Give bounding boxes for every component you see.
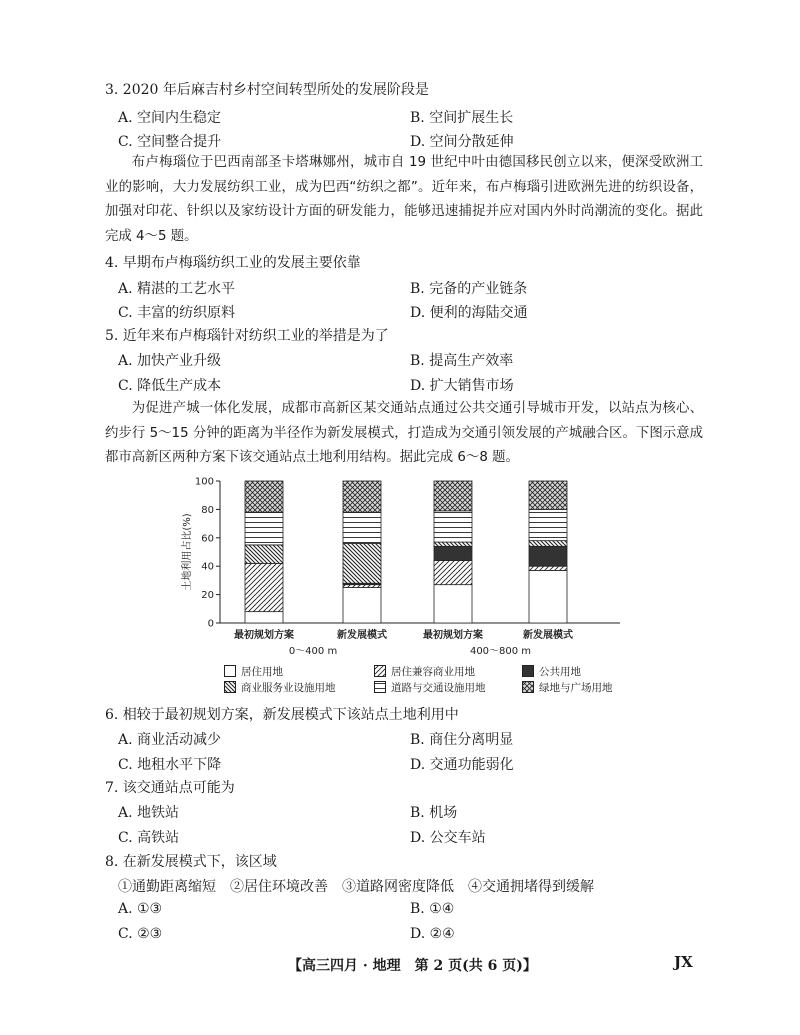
legend-label: 道路与交通设施用地 <box>391 682 486 694</box>
y-axis-label: 土地利用占比(%) <box>182 513 193 591</box>
q4-stem: 4. 早期布卢梅瑙纺织工业的发展主要依靠 <box>105 255 361 271</box>
bar-segment <box>529 546 567 566</box>
legend-label: 商业服务业设施用地 <box>241 682 336 694</box>
q7-option-b: B. 机场 <box>410 805 458 821</box>
q4-option-d: D. 便利的海陆交通 <box>410 305 528 321</box>
bar-segment <box>343 543 381 583</box>
bar-segment <box>529 570 567 623</box>
q3-option-d: D. 空间分散延伸 <box>410 134 514 150</box>
bar-segment <box>245 563 283 611</box>
q5-option-b: B. 提高生产效率 <box>410 353 514 369</box>
bar-segment <box>434 511 472 542</box>
bar-segment <box>343 585 381 588</box>
bar-segment <box>245 612 283 623</box>
y-tick-label: 100 <box>194 476 214 488</box>
chart-bars <box>245 481 567 623</box>
bar-segment <box>343 588 381 624</box>
legend-swatch-hlines <box>374 681 386 693</box>
q5-stem: 5. 近年来布卢梅瑙针对纺织工业的举措是为了 <box>105 328 389 344</box>
y-tick-label: 40 <box>201 561 214 573</box>
legend-swatch-blank <box>224 665 236 677</box>
land-use-stacked-bar-chart <box>170 470 620 665</box>
legend-item-green-square <box>522 680 613 695</box>
bar-segment <box>343 481 381 512</box>
x-category-label: 最初规划方案 <box>423 630 483 641</box>
legend-swatch-solid <box>522 665 534 677</box>
bar-segment <box>434 481 472 511</box>
q5-option-d: D. 扩大销售市场 <box>410 378 514 394</box>
legend-item-residential-commercial <box>374 664 475 679</box>
legend-item-commercial-service <box>224 680 336 695</box>
passage-chengdu: 为促进产城一体化发展，成都市高新区某交通站点通过公共交通引导城市开发，以站点为核心、约步行 5～15 分钟的距离为半径作为新发展模式，打造成为交通引领发展的产城融合区。下图示意成都市高新区两种方案下该交通站点土地利用结构。据此完成 6～8 题。 <box>105 401 703 465</box>
bar-segment <box>529 509 567 540</box>
q7-option-d: D. 公交车站 <box>410 830 486 846</box>
q5-option-a: A. 加快产业升级 <box>118 353 222 369</box>
q8-option-d: D. ②④ <box>410 926 455 942</box>
q6-option-d: D. 交通功能弱化 <box>410 757 514 773</box>
exam-code: JX <box>674 953 693 971</box>
legend-label: 居住兼容商业用地 <box>391 666 475 678</box>
bar-segment <box>245 545 283 563</box>
q4-option-a: A. 精湛的工艺水平 <box>118 281 236 297</box>
x-group-label: 0～400 m <box>288 646 338 657</box>
q8-option-b: B. ①④ <box>410 901 455 917</box>
q3-stem: 3. 2020 年后麻吉村乡村空间转型所处的发展阶段是 <box>105 82 429 98</box>
q6-option-b: B. 商住分离明显 <box>410 732 514 748</box>
bar-segment <box>529 481 567 509</box>
q7-stem: 7. 该交通站点可能为 <box>105 780 235 796</box>
x-category-label: 新发展模式 <box>523 630 573 641</box>
passage-blumenau: 布卢梅瑙位于巴西南部圣卡塔琳娜州，城市自 19 世纪中叶由德国移民创立以来，便深受欧洲工业的影响，大力发展纺织工业，成为巴西“纺织之都”。近年来，布卢梅瑙引进欧洲先进的纺织设备，加强对印花、针织以及家纺设计方面的研发能力，能够迅速捕捉并应对国内外时尚潮流的变化。据此完成 4～5 题。 <box>105 155 703 244</box>
q4-option-b: B. 完备的产业链条 <box>410 281 528 297</box>
legend-swatch-diag-left <box>224 681 236 693</box>
q8-option-c: C. ②③ <box>118 926 163 942</box>
q8-statements: ①通勤距离缩短 ②居住环境改善 ③道路网密度降低 ④交通拥堵得到缓解 <box>118 879 594 895</box>
q5-option-c: C. 降低生产成本 <box>118 378 222 394</box>
q3-option-a: A. 空间内生稳定 <box>118 110 222 126</box>
q4-option-c: C. 丰富的纺织原料 <box>118 305 236 321</box>
legend-label: 公共用地 <box>539 666 581 678</box>
q7-option-a: A. 地铁站 <box>118 805 180 821</box>
y-tick-label: 0 <box>207 618 214 630</box>
bar-segment <box>245 512 283 545</box>
q7-option-c: C. 高铁站 <box>118 830 180 846</box>
q8-stem: 8. 在新发展模式下，该区域 <box>105 854 277 870</box>
legend-item-residential <box>224 664 283 679</box>
q6-option-c: C. 地租水平下降 <box>118 757 222 773</box>
bar-segment <box>434 546 472 560</box>
bar-segment <box>434 542 472 546</box>
x-category-label: 新发展模式 <box>337 630 387 641</box>
page-footer: 【高三四月 · 地理 第 2 页(共 6 页)】 <box>288 958 537 974</box>
q6-stem: 6. 相较于最初规划方案，新发展模式下该站点土地利用中 <box>105 707 459 723</box>
legend-item-road-transport <box>374 680 486 695</box>
q8-option-a: A. ①③ <box>118 901 163 917</box>
bar-segment <box>434 561 472 585</box>
q3-option-c: C. 空间整合提升 <box>118 134 222 150</box>
legend-label: 绿地与广场用地 <box>539 682 613 694</box>
y-tick-label: 20 <box>201 590 214 602</box>
legend-label: 居住用地 <box>241 666 283 678</box>
q6-option-a: A. 商业活动减少 <box>118 732 222 748</box>
legend-item-public <box>522 664 581 679</box>
legend-swatch-grid <box>522 681 534 693</box>
bar-segment <box>529 566 567 570</box>
bar-segment <box>245 481 283 512</box>
bar-segment <box>529 541 567 547</box>
x-category-label: 最初规划方案 <box>234 630 294 641</box>
y-tick-label: 80 <box>201 504 214 516</box>
x-group-label: 400～800 m <box>469 646 532 657</box>
y-tick-label: 60 <box>201 533 214 545</box>
bar-segment <box>434 585 472 623</box>
legend-swatch-diag-right <box>374 665 386 677</box>
q3-option-b: B. 空间扩展生长 <box>410 110 514 126</box>
bar-segment <box>343 512 381 543</box>
